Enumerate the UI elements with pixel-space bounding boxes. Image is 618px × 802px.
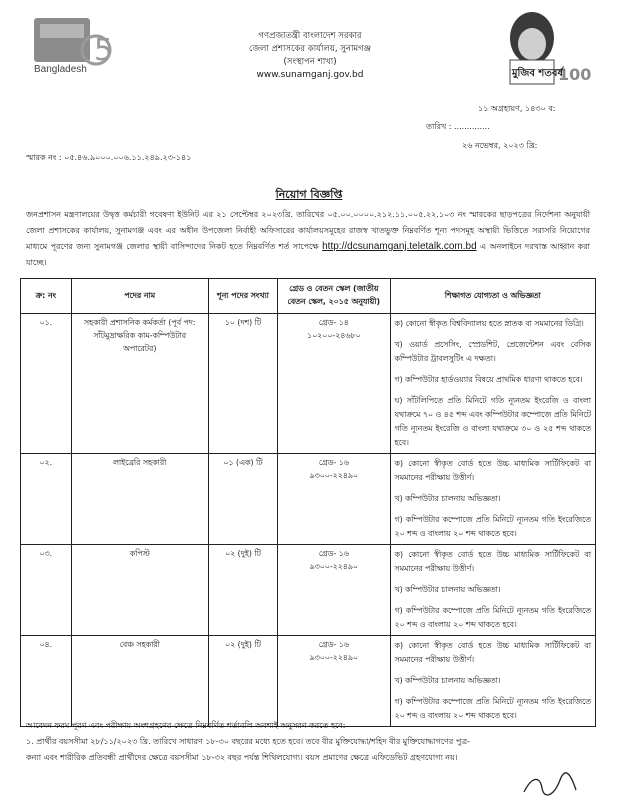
- qualification-item: গ) কম্পিউটার কম্পোজে প্রতি মিনিটে ন্যূনতম গতি ইংরেজিতে ২০ শব্দ ও বাংলায় ২০ শব্দ থাকতে হবে।: [394, 697, 591, 720]
- date-label: তারিখ : ..............: [426, 122, 490, 131]
- mujib-logo: [488, 8, 592, 92]
- cell-count: ০২ (দুই) টি: [208, 545, 277, 636]
- col-header-sl: ক্র: নং: [21, 279, 72, 314]
- table-row: [21, 636, 596, 727]
- pay-scale: ১০২০০-২৪৬৮০: [307, 331, 361, 340]
- qualification-item: খ) কম্পিউটার চালনায় অভিজ্ঞতা।: [394, 676, 501, 685]
- cell-qualification: [390, 545, 595, 636]
- qualification-item: ঘ) সাঁটলিপিতে প্রতি মিনিটে গতি ন্যূনতম ইংরেজি ও বাংলা যথাক্রমে ৭০ ও ৪৫ শব্দ এবং কম্পিউটার কম্পোজে প্রতি মিনিটে গতি ন্যূনতম ইংরেজি ও বাংলা যথাক্রমে ৩০ ও ২৫ শব্দ থাকতে হবে।: [394, 396, 591, 447]
- cell-grade: [278, 314, 391, 454]
- pay-scale: ৯৩০০-২২৪৯০: [309, 653, 358, 662]
- qualification-item: ক) কোনো স্বীকৃত বোর্ড হতে উচ্চ মাধ্যমিক সার্টিফিকেট বা সমমানের পরীক্ষায় উত্তীর্ণ।: [394, 550, 591, 573]
- svg-text:5: 5: [94, 33, 114, 68]
- logo-bangladesh-text: Bangladesh: [34, 64, 87, 75]
- condition-line: কন্যা এবং শারীরিক প্রতিবন্ধী প্রার্থীদের ক্ষেত্রে বয়সসীমা ১৮-৩২ বছর পর্যন্ত শিথিলযোগ্য। বয়স প্রমাণের ক্ষেত্রে এফিডেভিট গ্রহণযোগ্য নয়।: [26, 753, 458, 762]
- cell-post: সহকারী প্রশাসনিক কর্মকর্তা (পূর্ব পদ: সাঁটমুদ্রাক্ষরিক কাম-কম্পিউটার অপারেটর): [71, 314, 208, 454]
- grade-label: গ্রেড- ১৬: [318, 549, 349, 558]
- qualification-item: খ) কম্পিউটার চালনায় অভিজ্ঞতা।: [394, 585, 501, 594]
- intro-text: জনপ্রশাসন মন্ত্রণালয়ের উদ্বৃত্ত কর্মচারী গবেষণা ইউনিট এর ২১ সেপ্টেম্বর ২০২৩খ্রি. তারিখের ০৫.০০.০০০০.২১২.১১.০০৫.২২.১০৩ নং স্মারকের ছাড়পত্রের নির্দেশনা অনুযায়ী জেলা প্রশাসকের কার্যালয়, সুনামগঞ্জ এবং এর অধীন উপজেলা নির্বাহী অফিসারের কার্যালয়সমূহের রাজস্ব খাতভুক্ত নিম্নবর্ণিত শূন্য পদসমূহ অস্থায়ী ভিত্তিতে সরাসরি নিয়োগের মাধ্যমে পূরণের জন্য সুনামগঞ্জ জেলার স্থায়ী বাসিন্দাদের নিকট হতে নিম্নবর্ণিত শর্ত সাপেক্ষে: [26, 210, 590, 251]
- branch-name: (সংস্থাপন শাখা): [283, 57, 337, 67]
- col-header-post: পদের নাম: [71, 279, 208, 314]
- qualification-item: খ) কম্পিউটার চালনায় অভিজ্ঞতা।: [394, 494, 501, 503]
- svg-text:100: 100: [558, 65, 592, 84]
- cell-count: ০২ (দুই) টি: [208, 636, 277, 727]
- cell-grade: [278, 545, 391, 636]
- table-row: [21, 454, 596, 545]
- intro-tail: এ অনলাইনে দরখাস্ত আহ্বান করা যাচ্ছে।: [26, 242, 590, 267]
- qualification-item: গ) কম্পিউটার হার্ডওয়্যার বিষয়ে প্রাথমিক ধারণা থাকতে হবে।: [394, 375, 583, 384]
- cell-sl: ০৩.: [21, 545, 72, 636]
- application-link[interactable]: http://dcsunamganj.teletalk.com.bd: [322, 241, 477, 252]
- notice-title: নিয়োগ বিজ্ঞপ্তি: [275, 188, 343, 201]
- office-name: জেলা প্রশাসকের কার্যালয়, সুনামগঞ্জ: [249, 44, 371, 54]
- website-link[interactable]: www.sunamganj.gov.bd: [256, 70, 364, 80]
- qualification-item: ক) কোনো স্বীকৃত বোর্ড হতে উচ্চ মাধ্যমিক সার্টিফিকেট বা সমমানের পরীক্ষায় উত্তীর্ণ।: [394, 459, 591, 482]
- signature: [520, 772, 580, 798]
- govt-name: গণপ্রজাতন্ত্রী বাংলাদেশ সরকার: [258, 31, 362, 41]
- qualification-item: ক) কোনো স্বীকৃত বিশ্ববিদ্যালয় হতে স্নাতক বা সমমানের ডিগ্রি।: [394, 319, 584, 328]
- cell-post: লাইব্রেরি সহকারী: [71, 454, 208, 545]
- cell-count: ০১ (এক) টি: [208, 454, 277, 545]
- grade-label: গ্রেড- ১৪: [318, 318, 349, 327]
- col-header-qualification: শিক্ষাগত যোগ্যতা ও অভিজ্ঞতা: [390, 279, 595, 314]
- pay-scale: ৯৩০০-২২৪৯০: [309, 562, 358, 571]
- mujib-logo-text: মুজিব শতবর্ষ: [512, 68, 563, 79]
- memo-number: স্মারক নং : ০৫.৪৬.৯০০০.০০৬.১১.২৪৯.২৩-১৪১: [26, 153, 192, 162]
- table-row: [21, 545, 596, 636]
- qualification-item: গ) কম্পিউটার কম্পোজে প্রতি মিনিটে ন্যূনতম গতি ইংরেজিতে ২০ শব্দ ও বাংলায় ২০ শব্দ থাকতে হবে।: [394, 515, 591, 538]
- cell-qualification: [390, 454, 595, 545]
- col-header-count: শূন্য পদের সংখ্যা: [208, 279, 277, 314]
- col-header-grade: গ্রেড ও বেতন স্কেল (জাতীয় বেতন স্কেল, ২০১৫ অনুযায়ী): [278, 279, 391, 314]
- qualification-item: ক) কোনো স্বীকৃত বোর্ড হতে উচ্চ মাধ্যমিক সার্টিফিকেট বা সমমানের পরীক্ষায় উত্তীর্ণ।: [394, 641, 591, 664]
- table-header-row: [21, 279, 596, 314]
- cell-post: বেঞ্চ সহকারী: [71, 636, 208, 727]
- cell-sl: ০১.: [21, 314, 72, 454]
- cell-qualification: [390, 314, 595, 454]
- anniversary-logo: [30, 10, 112, 92]
- qualification-item: খ) ওয়ার্ড প্রসেসিং, স্প্রেডশিট, প্রেজেন্টেশন এবং বেসিক কম্পিউটার ট্রাবলসুটিং এ দক্ষতা।: [394, 340, 591, 363]
- grade-label: গ্রেড- ১৬: [318, 640, 349, 649]
- condition-line: ১. প্রার্থীর বয়সসীমা ২৮/১১/২০২৩ খ্রি. তারিখে সাধারণ ১৮-৩০ বছরের মধ্যে হতে হবে। তবে বীর মুক্তিযোদ্ধা/শহিদ বীর মুক্তিযোদ্ধাগণের পুত্র-: [26, 737, 471, 746]
- grade-label: গ্রেড- ১৬: [318, 458, 349, 467]
- cell-post: কপিস্ট: [71, 545, 208, 636]
- cell-count: ১০ (দশ) টি: [208, 314, 277, 454]
- intro-paragraph: [26, 207, 590, 271]
- date-english: ২৬ নভেম্বর, ২০২৩ খ্রি:: [462, 141, 538, 150]
- cell-sl: ০৪.: [21, 636, 72, 727]
- cell-grade: [278, 454, 391, 545]
- cell-qualification: [390, 636, 595, 727]
- cell-sl: ০২.: [21, 454, 72, 545]
- pay-scale: ৯৩০০-২২৪৯০: [309, 471, 358, 480]
- vacancy-table: [20, 278, 596, 727]
- date-bangla: ১১ অগ্রহায়ণ, ১৪৩০ ব:: [478, 104, 556, 113]
- cell-grade: [278, 636, 391, 727]
- table-row: [21, 314, 596, 454]
- conditions-heading: আবেদন ফরম পূরণ এবং পরীক্ষায় অংশগ্রহণের ক্ষেত্রে নিম্নবর্ণিত শর্তাবলি অবশ্যই অনুসরণ করতে হবে:: [26, 721, 346, 730]
- qualification-item: গ) কম্পিউটার কম্পোজে প্রতি মিনিটে ন্যূনতম গতি ইংরেজিতে ২০ শব্দ ও বাংলায় ২০ শব্দ থাকতে হবে।: [394, 606, 591, 629]
